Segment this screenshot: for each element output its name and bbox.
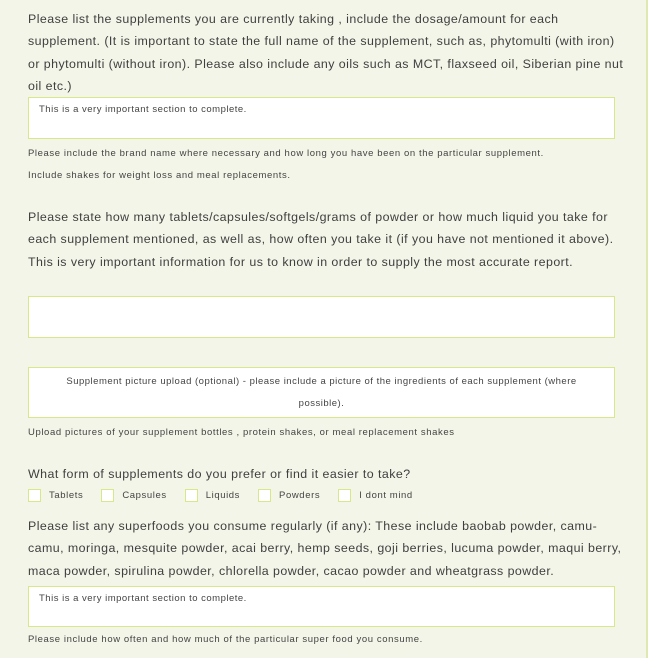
option-capsules[interactable] — [101, 489, 166, 502]
supplements-textarea-value: This is a very important section to complete. — [39, 104, 247, 115]
dosage-textarea[interactable] — [28, 296, 615, 338]
option-liquids[interactable] — [185, 489, 240, 502]
option-label: Tablets — [49, 490, 84, 501]
supplements-note-brand: Please include the brand name where necessary and how long you have been on the particular supplement. — [28, 148, 544, 159]
checkbox[interactable] — [28, 489, 41, 502]
superfoods-textarea-value: This is a very important section to complete. — [39, 593, 247, 604]
checkbox[interactable] — [185, 489, 198, 502]
upload-note: Upload pictures of your supplement bottles , protein shakes, or meal replacement shakes — [28, 427, 455, 438]
supplements-note-shakes: Include shakes for weight loss and meal replacements. — [28, 170, 291, 181]
option-label: Powders — [279, 490, 321, 501]
supplements-textarea[interactable] — [28, 97, 615, 139]
upload-label: Supplement picture upload (optional) - please include a picture of the ingredients of each supplement (where possible). — [66, 375, 577, 409]
option-tablets[interactable] — [28, 489, 83, 502]
checkbox[interactable] — [338, 489, 351, 502]
supplements-question: Please list the supplements you are currently taking , include the dosage/amount for each supplement. (It is important to state the full name of the supplement, such as, phytomulti (with iron) or phytomulti (without iron). Please also include any oils such as MCT, flaxseed oil, Siberian pine nut oil etc.) — [28, 12, 624, 93]
option-powders[interactable] — [258, 489, 320, 502]
form-preference-options — [28, 489, 431, 502]
superfoods-question: Please list any superfoods you consume regularly (if any): These include baobab powder, camu-camu, moringa, mesquite powder, acai berry, hemp seeds, goji berries, lucuma powder, maqui berry, maca powder, spirulina powder, chlorella powder, cacao powder and wheatgrass powder. — [28, 519, 622, 578]
checkbox[interactable] — [258, 489, 271, 502]
dosage-textarea-value — [29, 297, 614, 309]
form-preference-question: What form of supplements do you prefer or find it easier to take? — [28, 467, 411, 481]
superfoods-note: Please include how often and how much of the particular super food you consume. — [28, 634, 423, 645]
superfoods-textarea[interactable] — [28, 586, 615, 627]
option-label: Capsules — [122, 490, 167, 501]
checkbox[interactable] — [101, 489, 114, 502]
dosage-question: Please state how many tablets/capsules/softgels/grams of powder or how much liquid you take for each supplement mentioned, as well as, how often you take it (if you have not mentioned it above). This is very important information for us to know in order to supply the most accurate report. — [28, 210, 614, 269]
option-dont-mind[interactable] — [338, 489, 413, 502]
option-label: I dont mind — [359, 490, 413, 501]
option-label: Liquids — [205, 490, 241, 501]
supplement-picture-upload[interactable] — [28, 367, 615, 418]
